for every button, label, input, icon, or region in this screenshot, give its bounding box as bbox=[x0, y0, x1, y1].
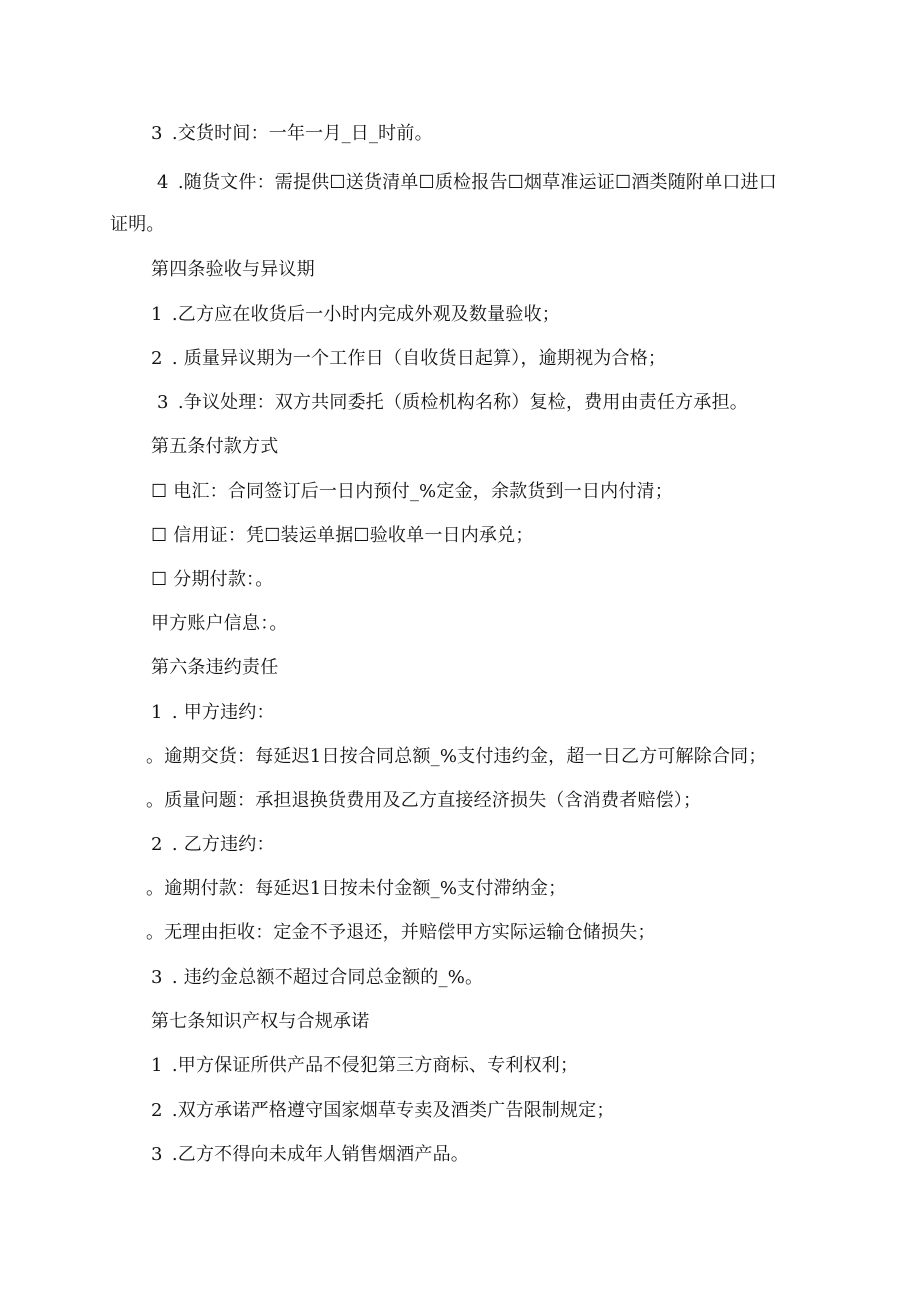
clause-accompanying-documents: 4 .随货文件：需提供☐送货清单☐质检报告☐烟草准运证☐酒类随附单口进口 bbox=[157, 172, 777, 193]
clause-liability-1: 1 . 甲方违约： bbox=[151, 702, 275, 723]
clause-acceptance-2: 2 . 质量异议期为一个工作日（自收货日起算），逾期视为合格； bbox=[151, 348, 667, 369]
liability-late-delivery: 。逾期交货：每延迟1日按合同总额_%支付违约金，超一日乙方可解除合同； bbox=[146, 746, 767, 767]
clause-liability-2: 2 . 乙方违约： bbox=[151, 834, 275, 855]
clause-acceptance-1: 1 .乙方应在收货后一小时内完成外观及数量验收； bbox=[151, 304, 560, 325]
liability-late-payment: 。逾期付款：每延迟1日按未付金额_%支付滞纳金； bbox=[146, 878, 567, 899]
payment-option-installment: ☐ 分期付款：。 bbox=[151, 569, 274, 590]
payment-option-credit: ☐ 信用证：凭☐装运单据☐验收单一日内承兑； bbox=[151, 525, 534, 546]
clause-accompanying-documents-cont: 证明。 bbox=[110, 214, 165, 235]
section-heading-liability: 第六条违约责任 bbox=[151, 657, 279, 678]
liability-unjustified-rejection: 。无理由拒收：定金不予退还，并赔偿甲方实际运输仓储损失； bbox=[146, 922, 656, 943]
clause-acceptance-3: 3 .争议处理：双方共同委托（质检机构名称）复检，费用由责任方承担。 bbox=[157, 392, 748, 413]
section-heading-ip-compliance: 第七条知识产权与合规承诺 bbox=[151, 1011, 370, 1032]
clause-liability-3: 3 . 违约金总额不超过合同总金额的_%。 bbox=[151, 967, 484, 988]
clause-delivery-time: 3 .交货时间：一年一月_日_时前。 bbox=[151, 123, 433, 144]
clause-ip-3: 3 .乙方不得向未成年人销售烟酒产品。 bbox=[151, 1144, 469, 1165]
clause-ip-2: 2 .双方承诺严格遵守国家烟草专卖及酒类广告限制规定； bbox=[151, 1100, 615, 1121]
section-heading-payment: 第五条付款方式 bbox=[151, 436, 279, 457]
clause-ip-1: 1 .甲方保证所供产品不侵犯第三方商标、专利权利； bbox=[151, 1055, 579, 1076]
payment-option-wire: ☐ 电汇：合同签订后一日内预付_%定金，余款货到一日内付清； bbox=[151, 481, 673, 502]
section-heading-acceptance: 第四条验收与异议期 bbox=[151, 259, 315, 280]
party-a-account-info: 甲方账户信息：。 bbox=[151, 613, 288, 634]
liability-quality-issue: 。质量问题：承担退换货费用及乙方直接经济损失（含消费者赔偿）； bbox=[146, 790, 702, 811]
